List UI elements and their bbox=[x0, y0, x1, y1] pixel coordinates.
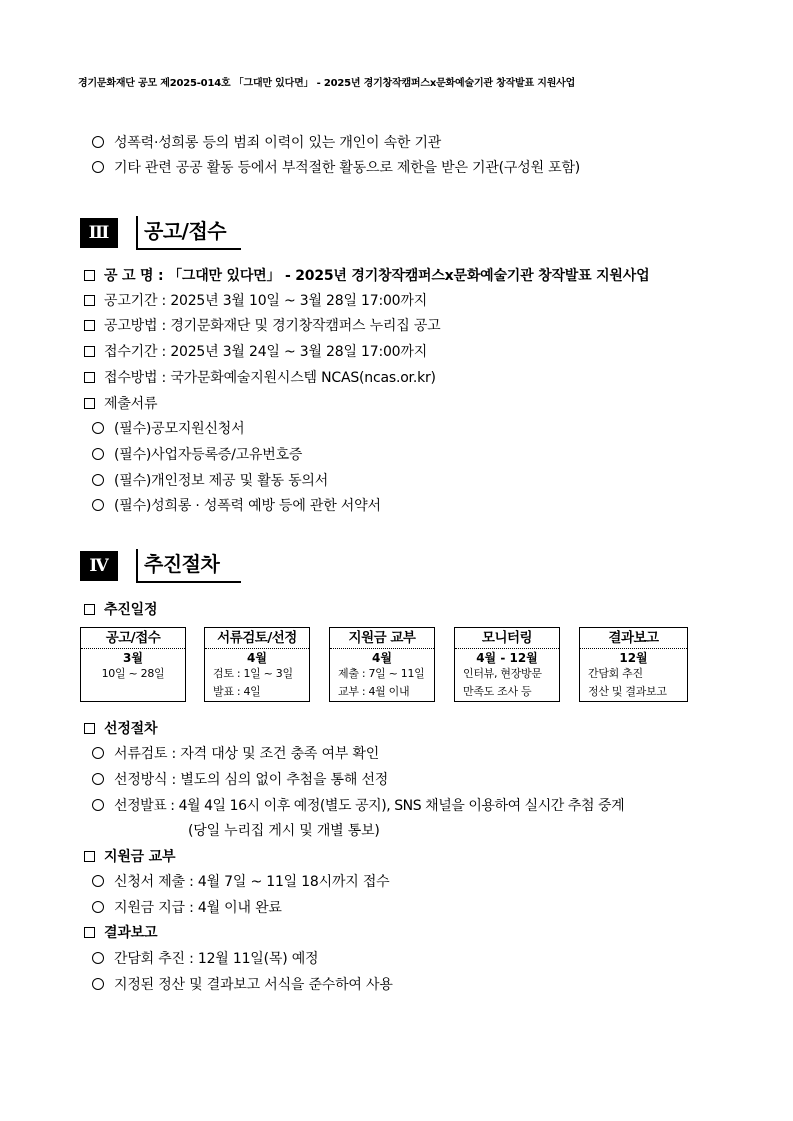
square-bullet-icon bbox=[84, 270, 95, 281]
list-item bbox=[92, 470, 328, 490]
list-item bbox=[84, 393, 157, 413]
section-title-text: 추진절차 bbox=[144, 552, 220, 576]
list-item bbox=[92, 495, 381, 515]
list-item-text: (필수)성희롱 · 성폭력 예방 등에 관한 서약서 bbox=[114, 498, 381, 514]
circle-bullet-icon bbox=[92, 448, 104, 460]
list-item-text: 기타 관련 공공 활동 등에서 부적절한 활동으로 제한을 받은 기관(구성원 포함) bbox=[114, 160, 581, 176]
step-detail: 10일 ~ 28일 bbox=[101, 667, 165, 680]
subheading bbox=[84, 846, 175, 866]
circle-bullet-icon bbox=[92, 952, 104, 964]
schedule-step-grant bbox=[329, 627, 435, 702]
circle-bullet-icon bbox=[92, 499, 104, 511]
step-detail: 제출 : 7일 ~ 11일 bbox=[338, 667, 425, 680]
list-item bbox=[92, 444, 302, 464]
list-item bbox=[84, 290, 427, 310]
schedule-step-report bbox=[579, 627, 688, 702]
list-item bbox=[92, 157, 580, 177]
step-title: 지원금 교부 bbox=[330, 628, 434, 649]
step-detail: 인터뷰, 현장방문 bbox=[463, 667, 542, 680]
step-detail: 만족도 조사 등 bbox=[463, 685, 532, 698]
section-title bbox=[136, 549, 219, 581]
list-item bbox=[84, 367, 436, 387]
title-underline bbox=[136, 248, 241, 250]
subheading-text: 선정절차 bbox=[104, 721, 158, 737]
square-bullet-icon bbox=[84, 372, 95, 383]
list-item bbox=[92, 795, 624, 815]
list-item bbox=[92, 769, 388, 789]
list-item bbox=[84, 265, 649, 285]
list-item-text: 접수기간 : 2025년 3월 24일 ~ 3월 28일 17:00까지 bbox=[104, 344, 428, 360]
list-item-text: 공 고 명 : 「그대만 있다면」 - 2025년 경기창작캠퍼스x문화예술기관 창작발표 지원사업 bbox=[104, 268, 650, 284]
list-item-text: (필수)공모지원신청서 bbox=[114, 421, 245, 437]
circle-bullet-icon bbox=[92, 978, 104, 990]
section-title-text: 공고/접수 bbox=[144, 219, 227, 243]
step-title: 결과보고 bbox=[580, 628, 687, 649]
step-month: 12월 bbox=[619, 651, 648, 665]
schedule-step-announcement bbox=[80, 627, 186, 702]
step-month: 4월 bbox=[247, 651, 267, 665]
circle-bullet-icon bbox=[92, 747, 104, 759]
section-number-badge: Ⅲ bbox=[80, 218, 118, 248]
subheading bbox=[84, 922, 157, 942]
circle-bullet-icon bbox=[92, 875, 104, 887]
step-month: 3월 bbox=[123, 651, 143, 665]
list-item bbox=[92, 743, 379, 763]
step-title: 모니터링 bbox=[455, 628, 559, 649]
step-detail: 정산 및 결과보고 bbox=[588, 685, 667, 698]
list-item-text: 신청서 제출 : 4월 7일 ~ 11일 18시까지 접수 bbox=[114, 874, 390, 890]
square-bullet-icon bbox=[84, 723, 95, 734]
square-bullet-icon bbox=[84, 346, 95, 357]
list-item bbox=[84, 315, 440, 335]
subheading-text: 지원금 교부 bbox=[104, 849, 176, 865]
list-item-text: 공고기간 : 2025년 3월 10일 ~ 3월 28일 17:00까지 bbox=[104, 293, 428, 309]
document-header: 경기문화재단 공모 제2025-014호 「그대만 있다면」 - 2025년 경기창작캠퍼스x문화예술기관 창작발표 지원사업 bbox=[78, 78, 576, 89]
circle-bullet-icon bbox=[92, 474, 104, 486]
list-item-text: (필수)개인정보 제공 및 활동 동의서 bbox=[114, 473, 329, 489]
title-vertical-rule bbox=[136, 549, 138, 583]
circle-bullet-icon bbox=[92, 773, 104, 785]
circle-bullet-icon bbox=[92, 901, 104, 913]
list-item-text: 접수방법 : 국가문화예술지원시스템 NCAS(ncas.or.kr) bbox=[104, 370, 436, 386]
list-item bbox=[92, 948, 318, 968]
list-item bbox=[92, 871, 390, 891]
list-item bbox=[92, 897, 282, 917]
step-detail: 간담회 추진 bbox=[588, 667, 643, 680]
circle-bullet-icon bbox=[92, 161, 104, 173]
list-item-text: 성폭력·성희롱 등의 범죄 이력이 있는 개인이 속한 기관 bbox=[114, 135, 442, 151]
subheading bbox=[84, 718, 157, 738]
list-item-text: 선정방식 : 별도의 심의 없이 추첨을 통해 선정 bbox=[114, 772, 389, 788]
list-item-text: 선정발표 : 4월 4일 16시 이후 예정(별도 공지), SNS 채널을 이용하여 실시간 추첨 중계 bbox=[114, 798, 625, 814]
step-title: 서류검토/선정 bbox=[205, 628, 309, 649]
square-bullet-icon bbox=[84, 320, 95, 331]
list-item-text: 지정된 정산 및 결과보고 서식을 준수하여 사용 bbox=[114, 977, 393, 993]
title-vertical-rule bbox=[136, 216, 138, 250]
step-detail: 검토 : 1일 ~ 3일 bbox=[213, 667, 293, 680]
subheading-text: 결과보고 bbox=[104, 925, 158, 941]
schedule-step-review bbox=[204, 627, 310, 702]
square-bullet-icon bbox=[84, 604, 95, 615]
step-detail: 교부 : 4월 이내 bbox=[338, 685, 410, 698]
list-item-text: 제출서류 bbox=[104, 396, 158, 412]
section-number-badge: Ⅳ bbox=[80, 551, 118, 581]
subheading bbox=[84, 599, 157, 619]
square-bullet-icon bbox=[84, 851, 95, 862]
list-item bbox=[92, 418, 244, 438]
list-item-continuation: (당일 누리집 게시 및 개별 통보) bbox=[188, 823, 380, 839]
list-item bbox=[92, 974, 393, 994]
section-title bbox=[136, 216, 226, 248]
square-bullet-icon bbox=[84, 398, 95, 409]
square-bullet-icon bbox=[84, 295, 95, 306]
schedule-step-monitoring bbox=[454, 627, 560, 702]
step-title: 공고/접수 bbox=[81, 628, 185, 649]
list-item-text: 서류검토 : 자격 대상 및 조건 충족 여부 확인 bbox=[114, 746, 380, 762]
circle-bullet-icon bbox=[92, 136, 104, 148]
step-month: 4월 bbox=[372, 651, 392, 665]
list-item-text: 지원금 지급 : 4월 이내 완료 bbox=[114, 900, 282, 916]
title-underline bbox=[136, 581, 241, 583]
circle-bullet-icon bbox=[92, 422, 104, 434]
list-item-text: 공고방법 : 경기문화재단 및 경기창작캠퍼스 누리집 공고 bbox=[104, 318, 441, 334]
circle-bullet-icon bbox=[92, 799, 104, 811]
list-item bbox=[84, 341, 427, 361]
step-month: 4월 - 12월 bbox=[476, 651, 538, 665]
step-detail: 발표 : 4일 bbox=[213, 685, 261, 698]
list-item bbox=[92, 132, 441, 152]
list-item-text: (필수)사업자등록증/고유번호증 bbox=[114, 447, 303, 463]
subheading-text: 추진일정 bbox=[104, 602, 158, 618]
square-bullet-icon bbox=[84, 927, 95, 938]
list-item-text: 간담회 추진 : 12월 11일(목) 예정 bbox=[114, 951, 319, 967]
